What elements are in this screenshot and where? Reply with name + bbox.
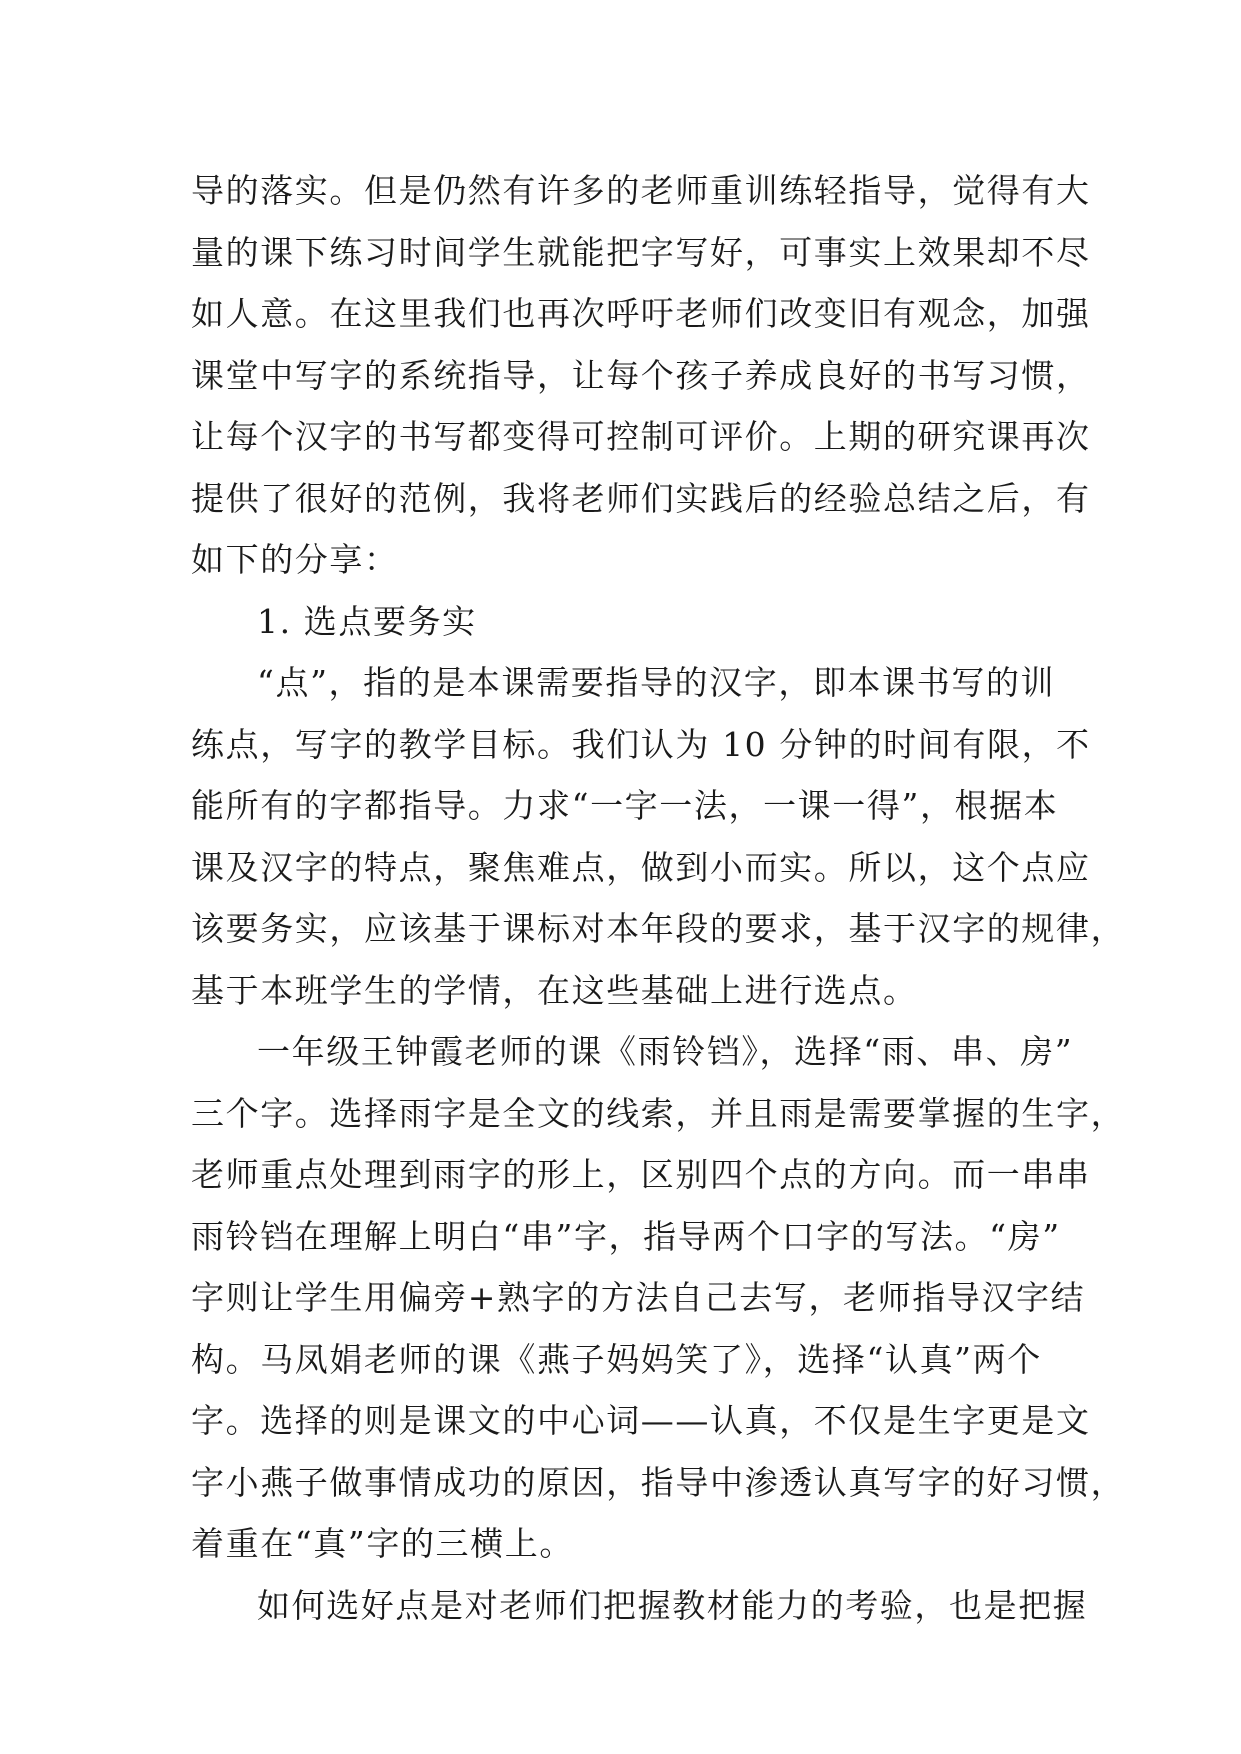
text-line: 如人意。在这里我们也再次呼吁老师们改变旧有观念，加强 xyxy=(191,294,1091,333)
text-line: 一年级王钟霞老师的课《雨铃铛》，选择“雨、串、房” xyxy=(257,1032,1074,1071)
text-line: 如下的分享： xyxy=(191,540,399,579)
text-line: 让每个汉字的书写都变得可控制可评价。上期的研究课再次 xyxy=(191,417,1091,456)
text-line: 导的落实。但是仍然有许多的老师重训练轻指导，觉得有大 xyxy=(191,171,1091,210)
text-line: 字小燕子做事情成功的原因，指导中渗透认真写字的好习惯， xyxy=(191,1462,1126,1502)
text-line: 字则让学生用偏旁+熟字的方法自己去写，老师指导汉字结 xyxy=(191,1278,1086,1317)
text-line: 字。选择的则是课文的中心词——认真，不仅是生字更是文 xyxy=(191,1401,1091,1440)
text-line: 课堂中写字的系统指导，让每个孩子养成良好的书写习惯， xyxy=(191,355,1091,395)
body-text xyxy=(191,160,1126,1636)
text-line: 提供了很好的范例，我将老师们实践后的经验总结之后，有 xyxy=(191,478,1091,518)
text-line: 能所有的字都指导。力求“一字一法，一课一得”，根据本 xyxy=(191,786,1059,825)
text-line: 如何选好点是对老师们把握教材能力的考验，也是把握 xyxy=(257,1585,1088,1625)
text-line: 基于本班学生的学情，在这些基础上进行选点。 xyxy=(191,970,918,1010)
text-line: 着重在“真”字的三横上。 xyxy=(191,1524,574,1563)
text-line: 构。马凤娟老师的课《燕子妈妈笑了》，选择“认真”两个 xyxy=(191,1339,1042,1379)
text-line: 三个字。选择雨字是全文的线索，并且雨是需要掌握的生字， xyxy=(191,1093,1126,1133)
text-line: 雨铃铛在理解上明白“串”字，指导两个口字的写法。“房” xyxy=(191,1216,1061,1256)
text-line: “点”，指的是本课需要指导的汉字，即本课书写的训 xyxy=(257,663,1056,702)
section-heading: 1. 选点要务实 xyxy=(257,601,477,641)
text-line: 量的课下练习时间学生就能把字写好，可事实上效果却不尽 xyxy=(191,232,1091,272)
text-line: 该要务实，应该基于课标对本年段的要求，基于汉字的规律， xyxy=(191,909,1126,948)
text-line: 课及汉字的特点，聚焦难点，做到小而实。所以，这个点应 xyxy=(191,847,1091,887)
text-line: 老师重点处理到雨字的形上，区别四个点的方向。而一串串 xyxy=(191,1155,1091,1194)
text-line: 练点，写字的教学目标。我们认为 10 分钟的时间有限，不 xyxy=(191,724,1091,764)
